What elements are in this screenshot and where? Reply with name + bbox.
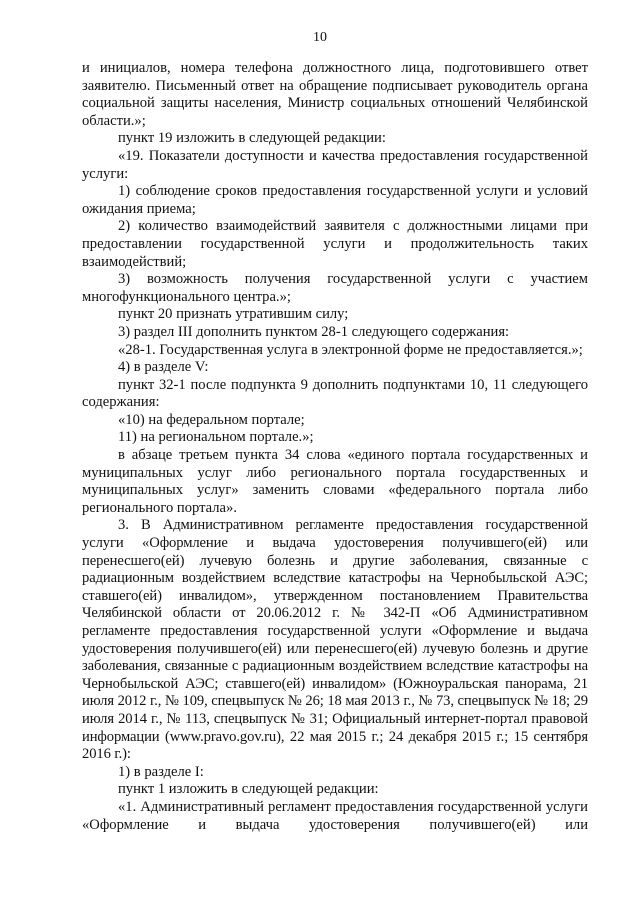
- paragraph: 1) соблюдение сроков предоставления государственной услуги и условий ожидания приема;: [82, 183, 588, 217]
- paragraph: 2) количество взаимодействий заявителя с должностными лицами при предоставлении государственной услуги и продолжительность таких взаимодействий;: [82, 218, 588, 270]
- paragraph: «19. Показатели доступности и качества предоставления государственной услуги:: [82, 147, 588, 182]
- paragraph: «1. Административный регламент предоставления государственной услуги «Оформление и выдача удостоверения получившего(ей) или: [82, 798, 588, 833]
- document-body: [82, 60, 588, 834]
- paragraph: 1) в разделе I:: [118, 763, 204, 780]
- paragraph: пункт 19 изложить в следующей редакции:: [118, 130, 386, 147]
- paragraph: 4) в разделе V:: [118, 359, 209, 376]
- paragraph: и инициалов, номера телефона должностного лица, подготовившего ответ заявителю. Письменный ответ на обращение подписывает руководитель органа социальной защиты населения, Министр социальных отношений Челябинской области.»;: [82, 60, 588, 129]
- paragraph: 3) раздел III дополнить пунктом 28-1 следующего содержания:: [118, 323, 510, 340]
- paragraph: пункт 1 изложить в следующей редакции:: [118, 781, 379, 798]
- paragraph: «10) на федеральном портале;: [118, 411, 305, 428]
- paragraph: «28-1. Государственная услуга в электронной форме не предоставляется.»;: [118, 341, 583, 358]
- page-number: 10: [313, 30, 327, 45]
- paragraph: 11) на региональном портале.»;: [118, 429, 314, 446]
- paragraph: пункт 32-1 после подпункта 9 дополнить подпунктами 10, 11 следующего содержания:: [82, 376, 588, 411]
- paragraph: в абзаце третьем пункта 34 слова «единого портала государственных и муниципальных услуг либо регионального портала государственных и муниципальных услуг» заменить словами «федерального портала либо регионального портала».: [82, 447, 588, 516]
- paragraph: 3) возможность получения государственной услуги с участием многофункционального центра.»;: [82, 271, 588, 305]
- paragraph: 3. В Административном регламенте предоставления государственной услуги «Оформление и выдача удостоверения получившего(ей) или перенесшего(ей) лучевую болезнь и другие заболевания, связанные с радиационным воздействием вследствие катастрофы на Чернобыльской АЭС; ставшего(ей) инвалидом», утвержденном постановлением Правительства Челябинской области от 20.06.2012 г. № 342-П «Об Административном регламенте предоставления государственной услуги «Оформление и выдача удостоверения получившего(ей) или перенесшего(ей) лучевую болезнь и другие заболевания, связанные с радиационным воздействием вследствие катастрофы на Чернобыльской АЭС; ставшего(ей) инвалидом» (Южноуральская панорама, 21 июля 2012 г., № 109, спецвыпуск № 26; 18 мая 2013 г., № 73, спецвыпуск № 18; 29 июля 2014 г., № 113, спецвыпуск № 31; Официальный интернет-портал правовой информации (www.pravo.gov.ru), 22 мая 2015 г.; 24 декабря 2015 г.; 15 сентября 2016 г.):: [82, 517, 588, 763]
- paragraph: пункт 20 признать утратившим силу;: [118, 306, 349, 323]
